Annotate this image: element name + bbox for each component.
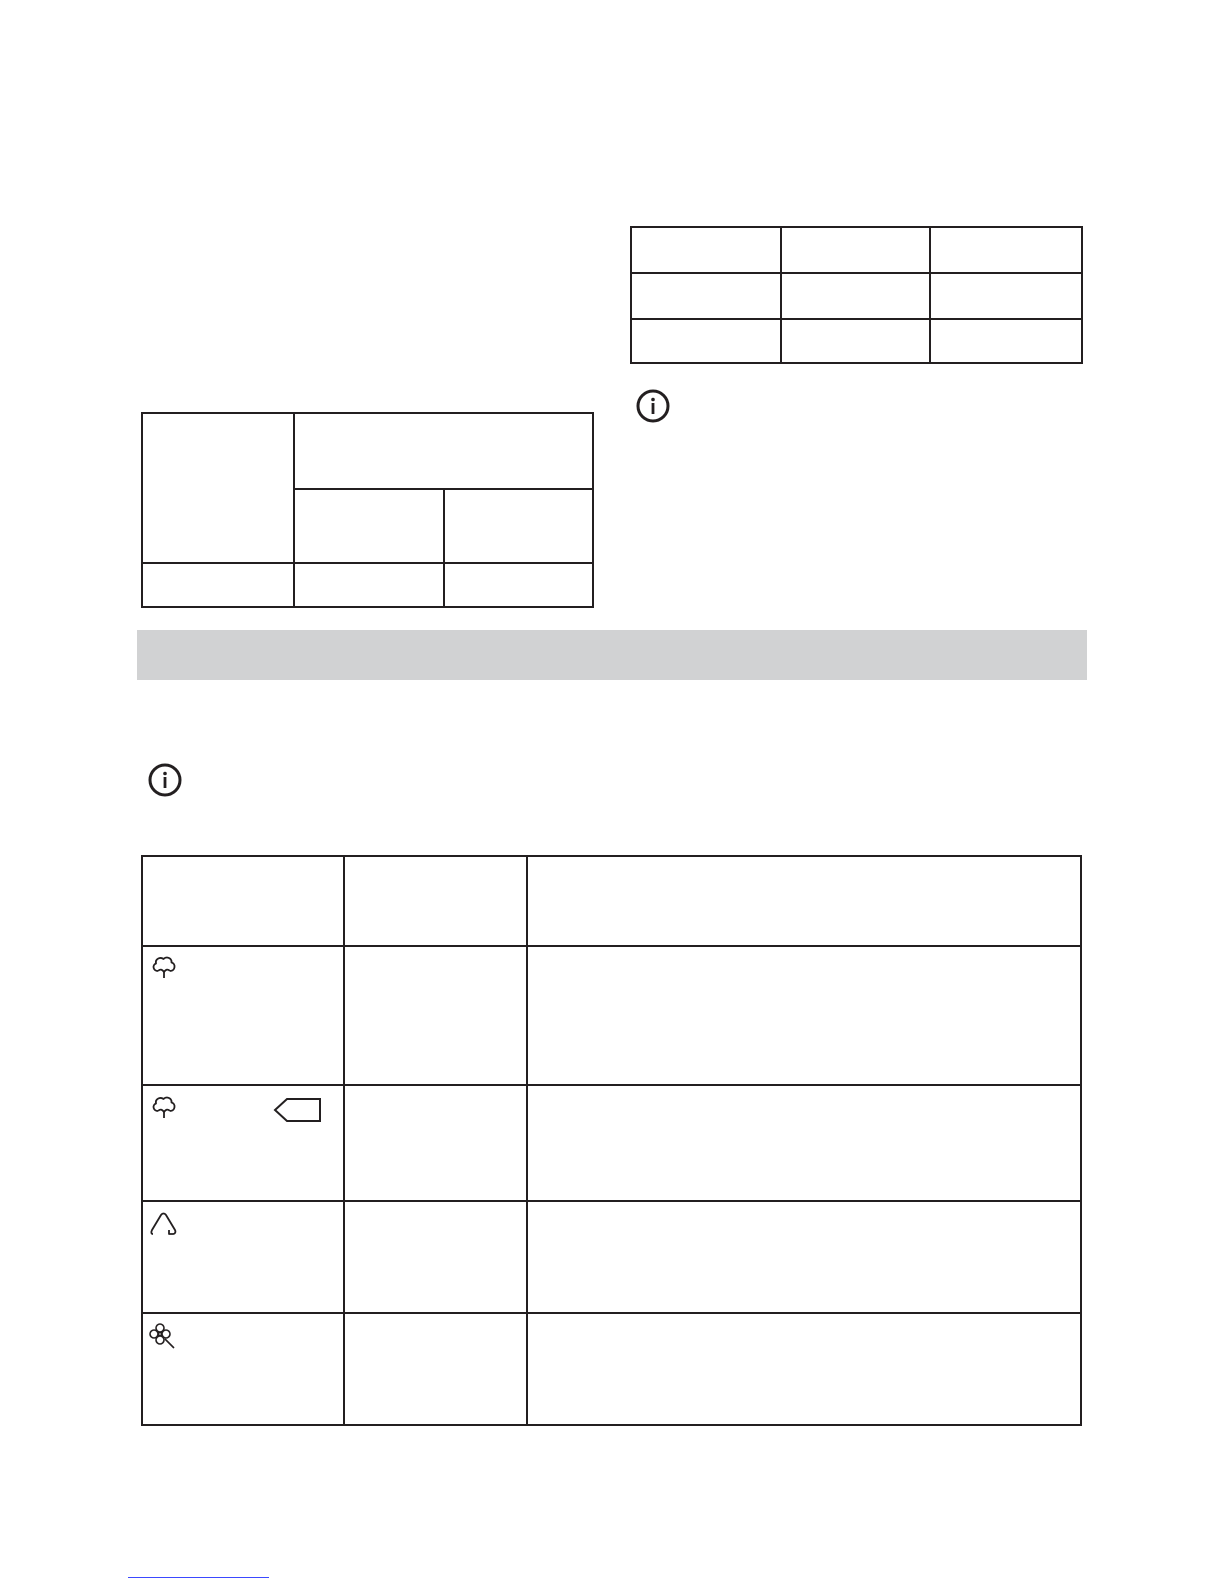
section-heading-bar (137, 630, 1087, 680)
consumption-table-left (141, 412, 594, 608)
cotton-icon (149, 1092, 179, 1122)
table-row (143, 1202, 1080, 1312)
cotton-icon (149, 952, 179, 982)
table-header-cell (143, 414, 293, 562)
info-icon (147, 762, 183, 798)
delicates-icon (149, 1321, 179, 1351)
table-header-cell (295, 414, 592, 488)
table-row (143, 1314, 1080, 1424)
table-cell (782, 228, 929, 272)
consumption-table-right (630, 226, 1083, 364)
synthetics-icon (149, 1210, 179, 1240)
footer-link-underline (128, 1577, 269, 1578)
table-cell (632, 228, 780, 272)
info-icon (635, 388, 671, 424)
table-cell (931, 228, 1081, 272)
programme-table (141, 855, 1082, 1426)
tag-outline-icon (273, 1096, 323, 1124)
table-row (143, 947, 1080, 1084)
